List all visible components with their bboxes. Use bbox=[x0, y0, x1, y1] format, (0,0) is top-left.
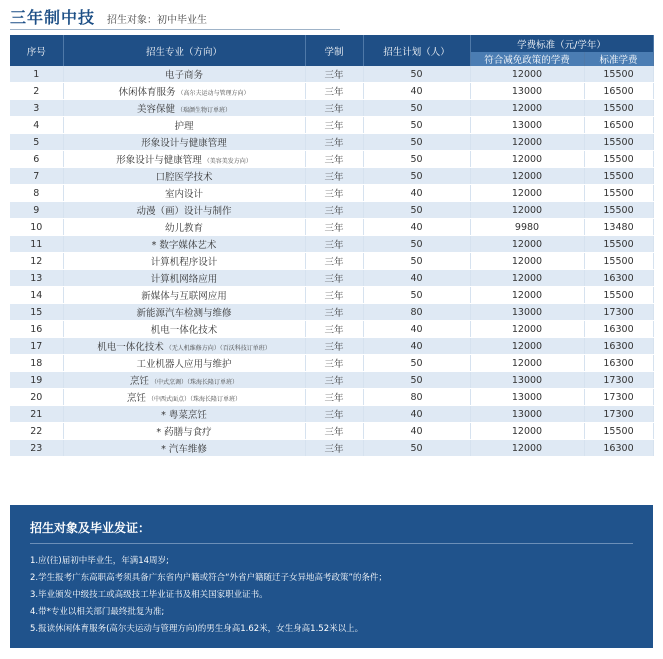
cell-fee-standard: 16300 bbox=[584, 440, 653, 457]
cell-index: 15 bbox=[10, 304, 63, 321]
cell-years: 三年 bbox=[305, 372, 363, 389]
cell-years: 三年 bbox=[305, 168, 363, 185]
cell-index: 17 bbox=[10, 338, 63, 355]
cell-years: 三年 bbox=[305, 66, 363, 83]
cell-fee-standard: 13480 bbox=[584, 219, 653, 236]
cell-index: 4 bbox=[10, 117, 63, 134]
cell-fee-reduced: 12000 bbox=[470, 355, 584, 372]
cell-fee-reduced: 12000 bbox=[470, 321, 584, 338]
cell-fee-reduced: 12000 bbox=[470, 168, 584, 185]
cell-plan: 40 bbox=[363, 338, 470, 355]
cell-fee-reduced: 13000 bbox=[470, 389, 584, 406]
cell-major bbox=[63, 406, 305, 423]
cell-years: 三年 bbox=[305, 406, 363, 423]
cell-years: 三年 bbox=[305, 83, 363, 100]
table-row bbox=[10, 66, 653, 83]
cell-index: 2 bbox=[10, 83, 63, 100]
cell-index: 6 bbox=[10, 151, 63, 168]
major-name: * 数字媒体艺术 bbox=[151, 240, 217, 251]
major-name: 新能源汽车检测与维修 bbox=[136, 308, 232, 319]
cell-years: 三年 bbox=[305, 253, 363, 270]
cell-fee-standard: 16300 bbox=[584, 338, 653, 355]
cell-major bbox=[63, 355, 305, 372]
major-name: 形象设计与健康管理 bbox=[141, 138, 227, 149]
cell-plan: 50 bbox=[363, 168, 470, 185]
panel-divider bbox=[30, 543, 633, 544]
cell-fee-standard: 15500 bbox=[584, 151, 653, 168]
cell-fee-standard: 16300 bbox=[584, 355, 653, 372]
table-row bbox=[10, 117, 653, 134]
cell-plan: 40 bbox=[363, 321, 470, 338]
major-name: 室内设计 bbox=[164, 189, 203, 200]
cell-major bbox=[63, 134, 305, 151]
section-subtitle: 招生对象：初中毕业生 bbox=[107, 15, 208, 26]
cell-fee-reduced: 12000 bbox=[470, 440, 584, 457]
cell-major bbox=[63, 389, 305, 406]
col-header-fee-group: 学费标准（元/学年） bbox=[470, 35, 653, 52]
cell-major bbox=[63, 168, 305, 185]
major-name: 美容保健 bbox=[136, 104, 175, 115]
major-note: （无人机维修方向）（百沃科技订单班） bbox=[165, 345, 271, 352]
cell-fee-standard: 15500 bbox=[584, 66, 653, 83]
cell-plan: 50 bbox=[363, 355, 470, 372]
cell-index: 1 bbox=[10, 66, 63, 83]
major-name: 口腔医学技术 bbox=[155, 172, 213, 183]
cell-fee-standard: 15500 bbox=[584, 423, 653, 440]
cell-major bbox=[63, 219, 305, 236]
title-divider bbox=[10, 29, 340, 30]
cell-plan: 50 bbox=[363, 287, 470, 304]
cell-fee-reduced: 12000 bbox=[470, 338, 584, 355]
cell-index: 16 bbox=[10, 321, 63, 338]
table-row bbox=[10, 202, 653, 219]
cell-fee-reduced: 12000 bbox=[470, 185, 584, 202]
requirement-item: 5.报读休闲体育服务(高尔夫运动与管理方向)的男生身高1.62米，女生身高1.52米以上。 bbox=[30, 624, 364, 634]
cell-major bbox=[63, 185, 305, 202]
cell-fee-reduced: 13000 bbox=[470, 304, 584, 321]
table-row bbox=[10, 389, 653, 406]
table-row bbox=[10, 287, 653, 304]
cell-years: 三年 bbox=[305, 151, 363, 168]
cell-fee-reduced: 12000 bbox=[470, 287, 584, 304]
cell-index: 10 bbox=[10, 219, 63, 236]
cell-fee-standard: 15500 bbox=[584, 134, 653, 151]
cell-index: 11 bbox=[10, 236, 63, 253]
major-name: 休闲体育服务 bbox=[118, 87, 176, 98]
table-row bbox=[10, 134, 653, 151]
cell-major bbox=[63, 338, 305, 355]
col-header-fee-reduced: 符合减免政策的学费 bbox=[470, 52, 584, 66]
cell-major bbox=[63, 236, 305, 253]
cell-fee-reduced: 12000 bbox=[470, 423, 584, 440]
cell-index: 21 bbox=[10, 406, 63, 423]
table-row bbox=[10, 270, 653, 287]
cell-fee-reduced: 12000 bbox=[470, 253, 584, 270]
cell-plan: 40 bbox=[363, 270, 470, 287]
table-row bbox=[10, 440, 653, 457]
cell-major bbox=[63, 151, 305, 168]
cell-plan: 40 bbox=[363, 406, 470, 423]
major-name: 护理 bbox=[174, 121, 194, 132]
section-title: 三年制中技 bbox=[10, 8, 96, 27]
major-name: 工业机器人应用与维护 bbox=[136, 359, 232, 370]
cell-fee-standard: 15500 bbox=[584, 168, 653, 185]
col-header-major: 招生专业（方向） bbox=[63, 35, 305, 66]
cell-major bbox=[63, 253, 305, 270]
cell-fee-standard: 16300 bbox=[584, 321, 653, 338]
cell-plan: 50 bbox=[363, 440, 470, 457]
cell-fee-reduced: 13000 bbox=[470, 406, 584, 423]
cell-index: 5 bbox=[10, 134, 63, 151]
table-body bbox=[10, 66, 653, 457]
cell-index: 13 bbox=[10, 270, 63, 287]
cell-years: 三年 bbox=[305, 440, 363, 457]
enrollment-table bbox=[10, 35, 654, 457]
cell-major bbox=[63, 372, 305, 389]
cell-fee-reduced: 12000 bbox=[470, 202, 584, 219]
cell-years: 三年 bbox=[305, 423, 363, 440]
cell-fee-standard: 15500 bbox=[584, 185, 653, 202]
cell-years: 三年 bbox=[305, 117, 363, 134]
cell-fee-reduced: 13000 bbox=[470, 83, 584, 100]
cell-years: 三年 bbox=[305, 287, 363, 304]
cell-years: 三年 bbox=[305, 100, 363, 117]
cell-index: 3 bbox=[10, 100, 63, 117]
section-header bbox=[10, 2, 207, 28]
requirement-item: 3.毕业颁发中级技工或高级技工毕业证书及相关国家职业证书。 bbox=[30, 590, 268, 600]
major-note: （中西式面点）（珠海长隆订单班） bbox=[148, 396, 242, 403]
cell-years: 三年 bbox=[305, 389, 363, 406]
requirements-panel bbox=[10, 505, 653, 648]
requirement-item: 2.学生报考广东高职高考须具备广东省内户籍或符合“外省户籍随迁子女异地高考政策”的条件； bbox=[30, 573, 387, 583]
cell-plan: 50 bbox=[363, 151, 470, 168]
col-header-fee-standard: 标准学费 bbox=[584, 52, 653, 66]
cell-years: 三年 bbox=[305, 236, 363, 253]
table-row bbox=[10, 304, 653, 321]
table-row bbox=[10, 338, 653, 355]
major-note: （美容美发方向） bbox=[203, 158, 252, 165]
cell-major bbox=[63, 66, 305, 83]
cell-major bbox=[63, 321, 305, 338]
cell-major bbox=[63, 304, 305, 321]
cell-index: 12 bbox=[10, 253, 63, 270]
table-row bbox=[10, 185, 653, 202]
cell-fee-standard: 15500 bbox=[584, 202, 653, 219]
table-row bbox=[10, 423, 653, 440]
cell-plan: 80 bbox=[363, 304, 470, 321]
major-name: * 粤菜烹饪 bbox=[161, 410, 207, 421]
cell-major bbox=[63, 270, 305, 287]
cell-fee-standard: 15500 bbox=[584, 100, 653, 117]
cell-fee-standard: 15500 bbox=[584, 253, 653, 270]
cell-years: 三年 bbox=[305, 338, 363, 355]
table-row bbox=[10, 321, 653, 338]
cell-index: 22 bbox=[10, 423, 63, 440]
major-note: （中式烹调）（珠海长隆订单班） bbox=[151, 379, 239, 386]
cell-fee-reduced: 13000 bbox=[470, 117, 584, 134]
cell-years: 三年 bbox=[305, 185, 363, 202]
major-name: 新媒体与互联网应用 bbox=[141, 291, 227, 302]
cell-fee-reduced: 13000 bbox=[470, 372, 584, 389]
requirement-item: 1.应(往)届初中毕业生，年满14周岁; bbox=[30, 556, 169, 566]
cell-index: 7 bbox=[10, 168, 63, 185]
cell-fee-standard: 17300 bbox=[584, 304, 653, 321]
cell-plan: 50 bbox=[363, 66, 470, 83]
cell-fee-standard: 17300 bbox=[584, 372, 653, 389]
cell-plan: 50 bbox=[363, 236, 470, 253]
table-row bbox=[10, 168, 653, 185]
table-row bbox=[10, 100, 653, 117]
cell-index: 23 bbox=[10, 440, 63, 457]
major-name: 机电一体化技术 bbox=[97, 342, 164, 353]
requirement-item: 4.带*专业以相关部门最终批复为准; bbox=[30, 607, 165, 617]
requirements-list bbox=[30, 553, 387, 638]
col-header-index: 序号 bbox=[10, 35, 63, 66]
cell-fee-standard: 17300 bbox=[584, 406, 653, 423]
col-header-plan: 招生计划（人） bbox=[363, 35, 470, 66]
cell-plan: 50 bbox=[363, 100, 470, 117]
major-note: （高尔夫运动与管理方向） bbox=[177, 90, 250, 97]
cell-major bbox=[63, 83, 305, 100]
table-row bbox=[10, 219, 653, 236]
cell-fee-reduced: 12000 bbox=[470, 66, 584, 83]
cell-years: 三年 bbox=[305, 321, 363, 338]
major-name: 电子商务 bbox=[164, 70, 203, 81]
cell-fee-standard: 17300 bbox=[584, 389, 653, 406]
cell-years: 三年 bbox=[305, 304, 363, 321]
cell-years: 三年 bbox=[305, 270, 363, 287]
cell-fee-reduced: 12000 bbox=[470, 151, 584, 168]
cell-fee-standard: 15500 bbox=[584, 236, 653, 253]
major-name: 烹饪 bbox=[129, 376, 149, 387]
cell-fee-standard: 16500 bbox=[584, 83, 653, 100]
table-row bbox=[10, 83, 653, 100]
major-name: 机电一体化技术 bbox=[150, 325, 218, 336]
table-row bbox=[10, 253, 653, 270]
cell-index: 9 bbox=[10, 202, 63, 219]
cell-fee-standard: 16300 bbox=[584, 270, 653, 287]
cell-plan: 80 bbox=[363, 389, 470, 406]
table-row bbox=[10, 151, 653, 168]
cell-major bbox=[63, 202, 305, 219]
cell-plan: 50 bbox=[363, 134, 470, 151]
major-name: 动漫（画）设计与制作 bbox=[136, 206, 232, 217]
major-name: 计算机网络应用 bbox=[150, 274, 218, 285]
cell-plan: 40 bbox=[363, 219, 470, 236]
cell-fee-standard: 16500 bbox=[584, 117, 653, 134]
cell-major bbox=[63, 440, 305, 457]
col-header-years: 学制 bbox=[305, 35, 363, 66]
table-row bbox=[10, 236, 653, 253]
major-name: 计算机程序设计 bbox=[150, 257, 218, 268]
major-name: * 汽车维修 bbox=[161, 444, 207, 455]
major-note: （瑞颜生物订单班） bbox=[177, 107, 232, 114]
cell-years: 三年 bbox=[305, 134, 363, 151]
cell-major bbox=[63, 117, 305, 134]
cell-fee-standard: 15500 bbox=[584, 287, 653, 304]
major-name: 形象设计与健康管理 bbox=[116, 155, 202, 166]
cell-plan: 40 bbox=[363, 185, 470, 202]
cell-fee-reduced: 12000 bbox=[470, 100, 584, 117]
cell-plan: 50 bbox=[363, 117, 470, 134]
cell-index: 19 bbox=[10, 372, 63, 389]
cell-plan: 50 bbox=[363, 253, 470, 270]
cell-major bbox=[63, 100, 305, 117]
major-name: 幼儿教育 bbox=[164, 223, 203, 234]
cell-plan: 50 bbox=[363, 202, 470, 219]
cell-years: 三年 bbox=[305, 202, 363, 219]
cell-plan: 40 bbox=[363, 83, 470, 100]
cell-fee-reduced: 12000 bbox=[470, 236, 584, 253]
major-name: * 药膳与食疗 bbox=[156, 427, 212, 438]
cell-plan: 40 bbox=[363, 423, 470, 440]
table-row bbox=[10, 372, 653, 389]
cell-index: 20 bbox=[10, 389, 63, 406]
cell-fee-reduced: 12000 bbox=[470, 270, 584, 287]
table-row bbox=[10, 406, 653, 423]
table-row bbox=[10, 355, 653, 372]
cell-index: 14 bbox=[10, 287, 63, 304]
cell-major bbox=[63, 287, 305, 304]
cell-years: 三年 bbox=[305, 219, 363, 236]
cell-plan: 50 bbox=[363, 372, 470, 389]
cell-fee-reduced: 9980 bbox=[470, 219, 584, 236]
panel-title: 招生对象及毕业发证： bbox=[30, 521, 151, 535]
cell-index: 8 bbox=[10, 185, 63, 202]
major-name: 烹饪 bbox=[126, 393, 146, 404]
cell-fee-reduced: 12000 bbox=[470, 134, 584, 151]
cell-years: 三年 bbox=[305, 355, 363, 372]
cell-major bbox=[63, 423, 305, 440]
cell-index: 18 bbox=[10, 355, 63, 372]
